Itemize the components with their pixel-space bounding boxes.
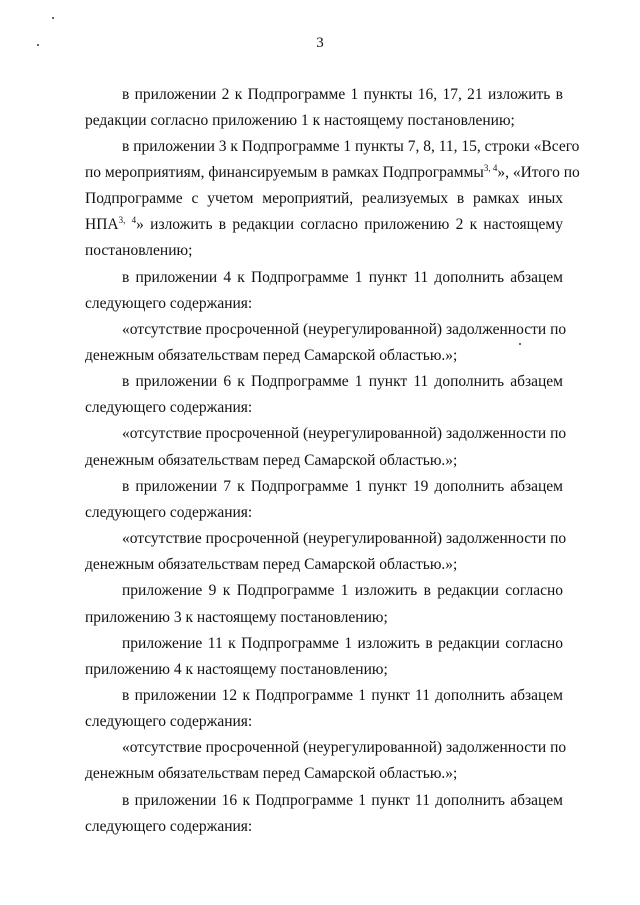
text-fragment: НПА — [85, 216, 119, 233]
text-line: в приложении 2 к Подпрограмме 1 пункты 16, 17, 21 изложить в — [122, 86, 563, 103]
text-line: в приложении 3 к Подпрограмме 1 пункты 7, 8, 11, 15, строки «Всего — [122, 138, 580, 155]
scan-speck — [519, 343, 521, 345]
text-line: приложение 11 к Подпрограмме 1 изложить в редакции согласно — [122, 635, 563, 652]
text-line: в приложении 16 к Подпрограмме 1 пункт 11 дополнить абзацем — [122, 792, 563, 809]
text-line: денежным обязательствам перед Самарской областью.»; — [85, 347, 458, 364]
text-line: в приложении 7 к Подпрограмме 1 пункт 19 дополнить абзацем — [122, 478, 563, 495]
text-line: денежным обязательствам перед Самарской областью.»; — [85, 765, 458, 782]
text-line: в приложении 12 к Подпрограмме 1 пункт 11 дополнить абзацем — [122, 687, 563, 704]
footnote-ref: 3, 4 — [483, 162, 498, 173]
text-line: следующего содержания: — [85, 504, 253, 521]
text-line — [85, 215, 563, 235]
page-number: 3 — [316, 35, 324, 51]
text-line: денежным обязательствам перед Самарской областью.»; — [85, 452, 458, 469]
text-line: «отсутствие просроченной (неурегулированной) задолженности по — [122, 530, 567, 547]
text-line: «отсутствие просроченной (неурегулированной) задолженности по — [122, 321, 567, 338]
text-line: постановлению; — [85, 242, 193, 259]
text-line: следующего содержания: — [85, 818, 253, 835]
text-line: приложению 4 к настоящему постановлению; — [85, 661, 388, 678]
text-fragment: », «Итого по — [497, 164, 580, 181]
text-line: Подпрограмме с учетом мероприятий, реализуемых в рамках иных — [85, 190, 563, 207]
footnote-ref: 3, — [118, 214, 126, 225]
text-line: следующего содержания: — [85, 399, 253, 416]
scan-speck — [52, 17, 54, 19]
text-line: «отсутствие просроченной (неурегулированной) задолженности по — [122, 739, 567, 756]
text-fragment: » изложить в редакции согласно приложению 2 к настоящему — [136, 216, 563, 233]
text-line: следующего содержания: — [85, 713, 253, 730]
text-line: денежным обязательствам перед Самарской областью.»; — [85, 556, 458, 573]
text-line: редакции согласно приложению 1 к настоящему постановлению; — [85, 112, 515, 129]
text-line: следующего содержания: — [85, 295, 253, 312]
text-fragment: по мероприятиям, финансируемым в рамках Подпрограммы — [85, 164, 484, 181]
text-line — [85, 162, 580, 183]
text-line: «отсутствие просроченной (неурегулированной) задолженности по — [122, 425, 567, 442]
text-line: в приложении 6 к Подпрограмме 1 пункт 11 дополнить абзацем — [122, 373, 563, 390]
text-line: приложение 9 к Подпрограмме 1 изложить в редакции согласно — [122, 582, 563, 599]
text-line: в приложении 4 к Подпрограмме 1 пункт 11 дополнить абзацем — [122, 269, 563, 286]
footnote-ref: 4 — [131, 214, 137, 225]
text-line: приложению 3 к настоящему постановлению; — [85, 609, 388, 626]
